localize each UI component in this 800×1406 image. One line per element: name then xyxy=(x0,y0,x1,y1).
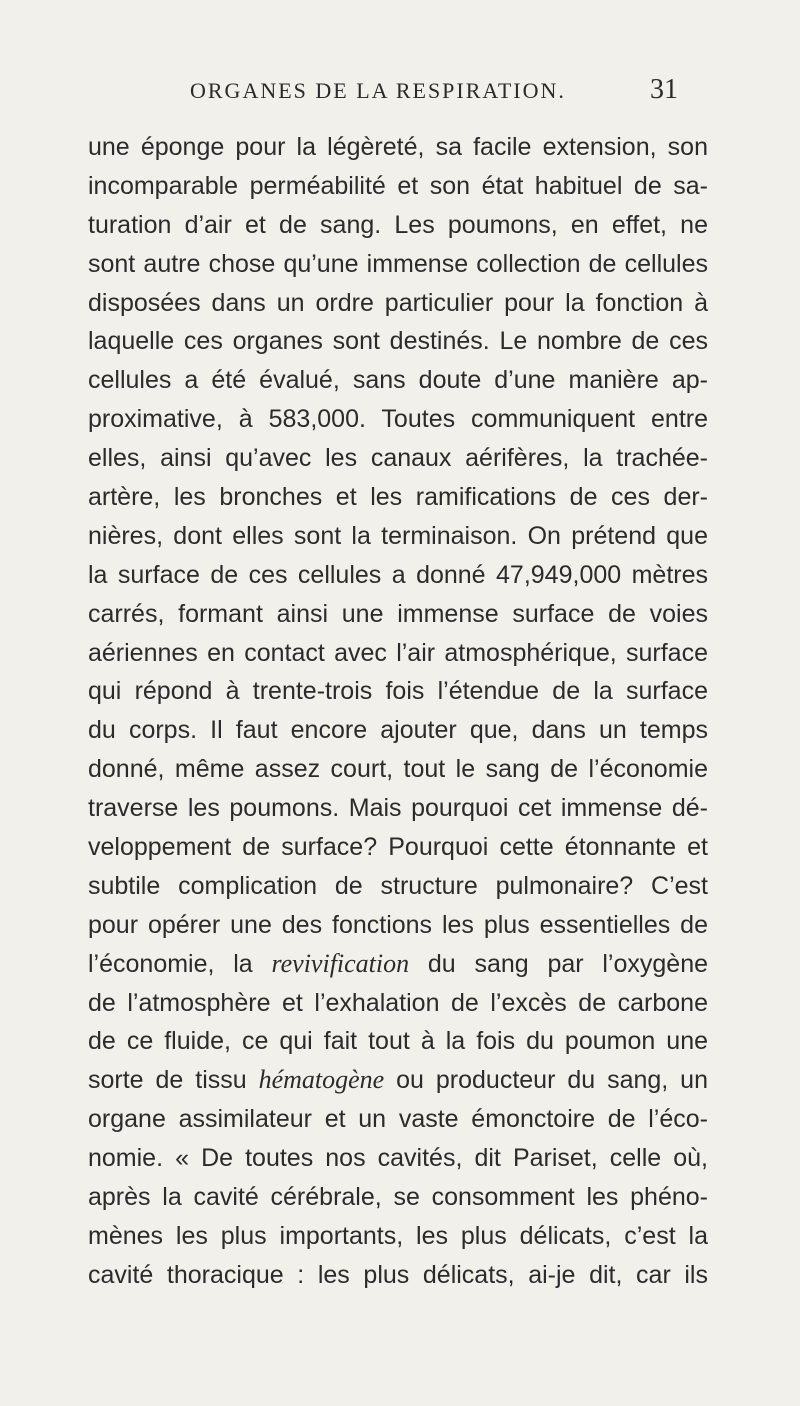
text-line: elles, ainsi qu’avec les canaux aérifères, la trachée- xyxy=(88,444,708,473)
text-line: incomparable perméabilité et son état habituel de sa- xyxy=(88,171,708,200)
text-line: nomie. « De toutes nos cavités, dit Pariset, celle où, xyxy=(88,1144,708,1173)
text-line: proximative, à 583,000. Toutes communiquent entre xyxy=(88,405,708,434)
text-line: pour opérer une des fonctions les plus essentielles de xyxy=(88,910,708,939)
text-segment: sorte de tissu xyxy=(88,1066,259,1095)
text-line: sont autre chose qu’une immense collection de cellules xyxy=(88,249,708,278)
running-head xyxy=(0,74,800,114)
text-line: de ce fluide, ce qui fait tout à la fois du poumon une xyxy=(88,1027,708,1056)
text-line: subtile complication de structure pulmonaire? C’est xyxy=(88,871,708,900)
text-line: turation d’air et de sang. Les poumons, en effet, ne xyxy=(88,210,708,239)
text-segment: du sang par l’oxygène xyxy=(409,949,708,978)
text-line: carrés, formant ainsi une immense surface de voies xyxy=(88,599,708,628)
text-line: qui répond à trente-trois fois l’étendue de la surface xyxy=(88,677,708,706)
text-line-with-italic xyxy=(88,945,708,984)
body-text xyxy=(88,128,708,1295)
text-line: donné, même assez court, tout le sang de l’économie xyxy=(88,755,708,784)
italic-term: revivification xyxy=(271,948,410,978)
text-line: cellules a été évalué, sans doute d’une manière ap- xyxy=(88,366,708,395)
text-line: de l’atmosphère et l’exhalation de l’excès de carbone xyxy=(88,988,708,1017)
text-line: après la cavité cérébrale, se consomment les phéno- xyxy=(88,1183,708,1212)
text-line: mènes les plus importants, les plus délicats, c’est la xyxy=(88,1221,708,1250)
text-line: du corps. Il faut encore ajouter que, dans un temps xyxy=(88,716,708,745)
text-line: une éponge pour la légèreté, sa facile extension, son xyxy=(88,133,708,161)
text-line: organe assimilateur et un vaste émonctoire de l’éco- xyxy=(88,1105,708,1134)
text-line: artère, les bronches et les ramifications de ces der- xyxy=(88,483,708,512)
text-segment: l’économie, la xyxy=(88,949,272,978)
running-title: ORGANES DE LA RESPIRATION. xyxy=(190,78,566,103)
text-line: disposées dans un ordre particulier pour la fonction à xyxy=(88,288,708,317)
text-line: traverse les poumons. Mais pourquoi cet immense dé- xyxy=(88,794,708,823)
text-line-with-italic xyxy=(88,1061,708,1100)
text-line: la surface de ces cellules a donné 47,949,000 mètres xyxy=(88,560,708,589)
page-number: 31 xyxy=(650,74,678,105)
text-line: laquelle ces organes sont destinés. Le nombre de ces xyxy=(88,327,708,356)
text-line: nières, dont elles sont la terminaison. On prétend que xyxy=(88,521,708,550)
italic-term: hématogène xyxy=(258,1065,385,1095)
text-line: veloppement de surface? Pourquoi cette étonnante et xyxy=(88,833,708,862)
text-line: aériennes en contact avec l’air atmosphérique, surface xyxy=(88,638,708,667)
text-line: cavité thoracique : les plus délicats, ai-je dit, car ils xyxy=(88,1260,708,1289)
text-segment: ou producteur du sang, un xyxy=(384,1066,708,1095)
